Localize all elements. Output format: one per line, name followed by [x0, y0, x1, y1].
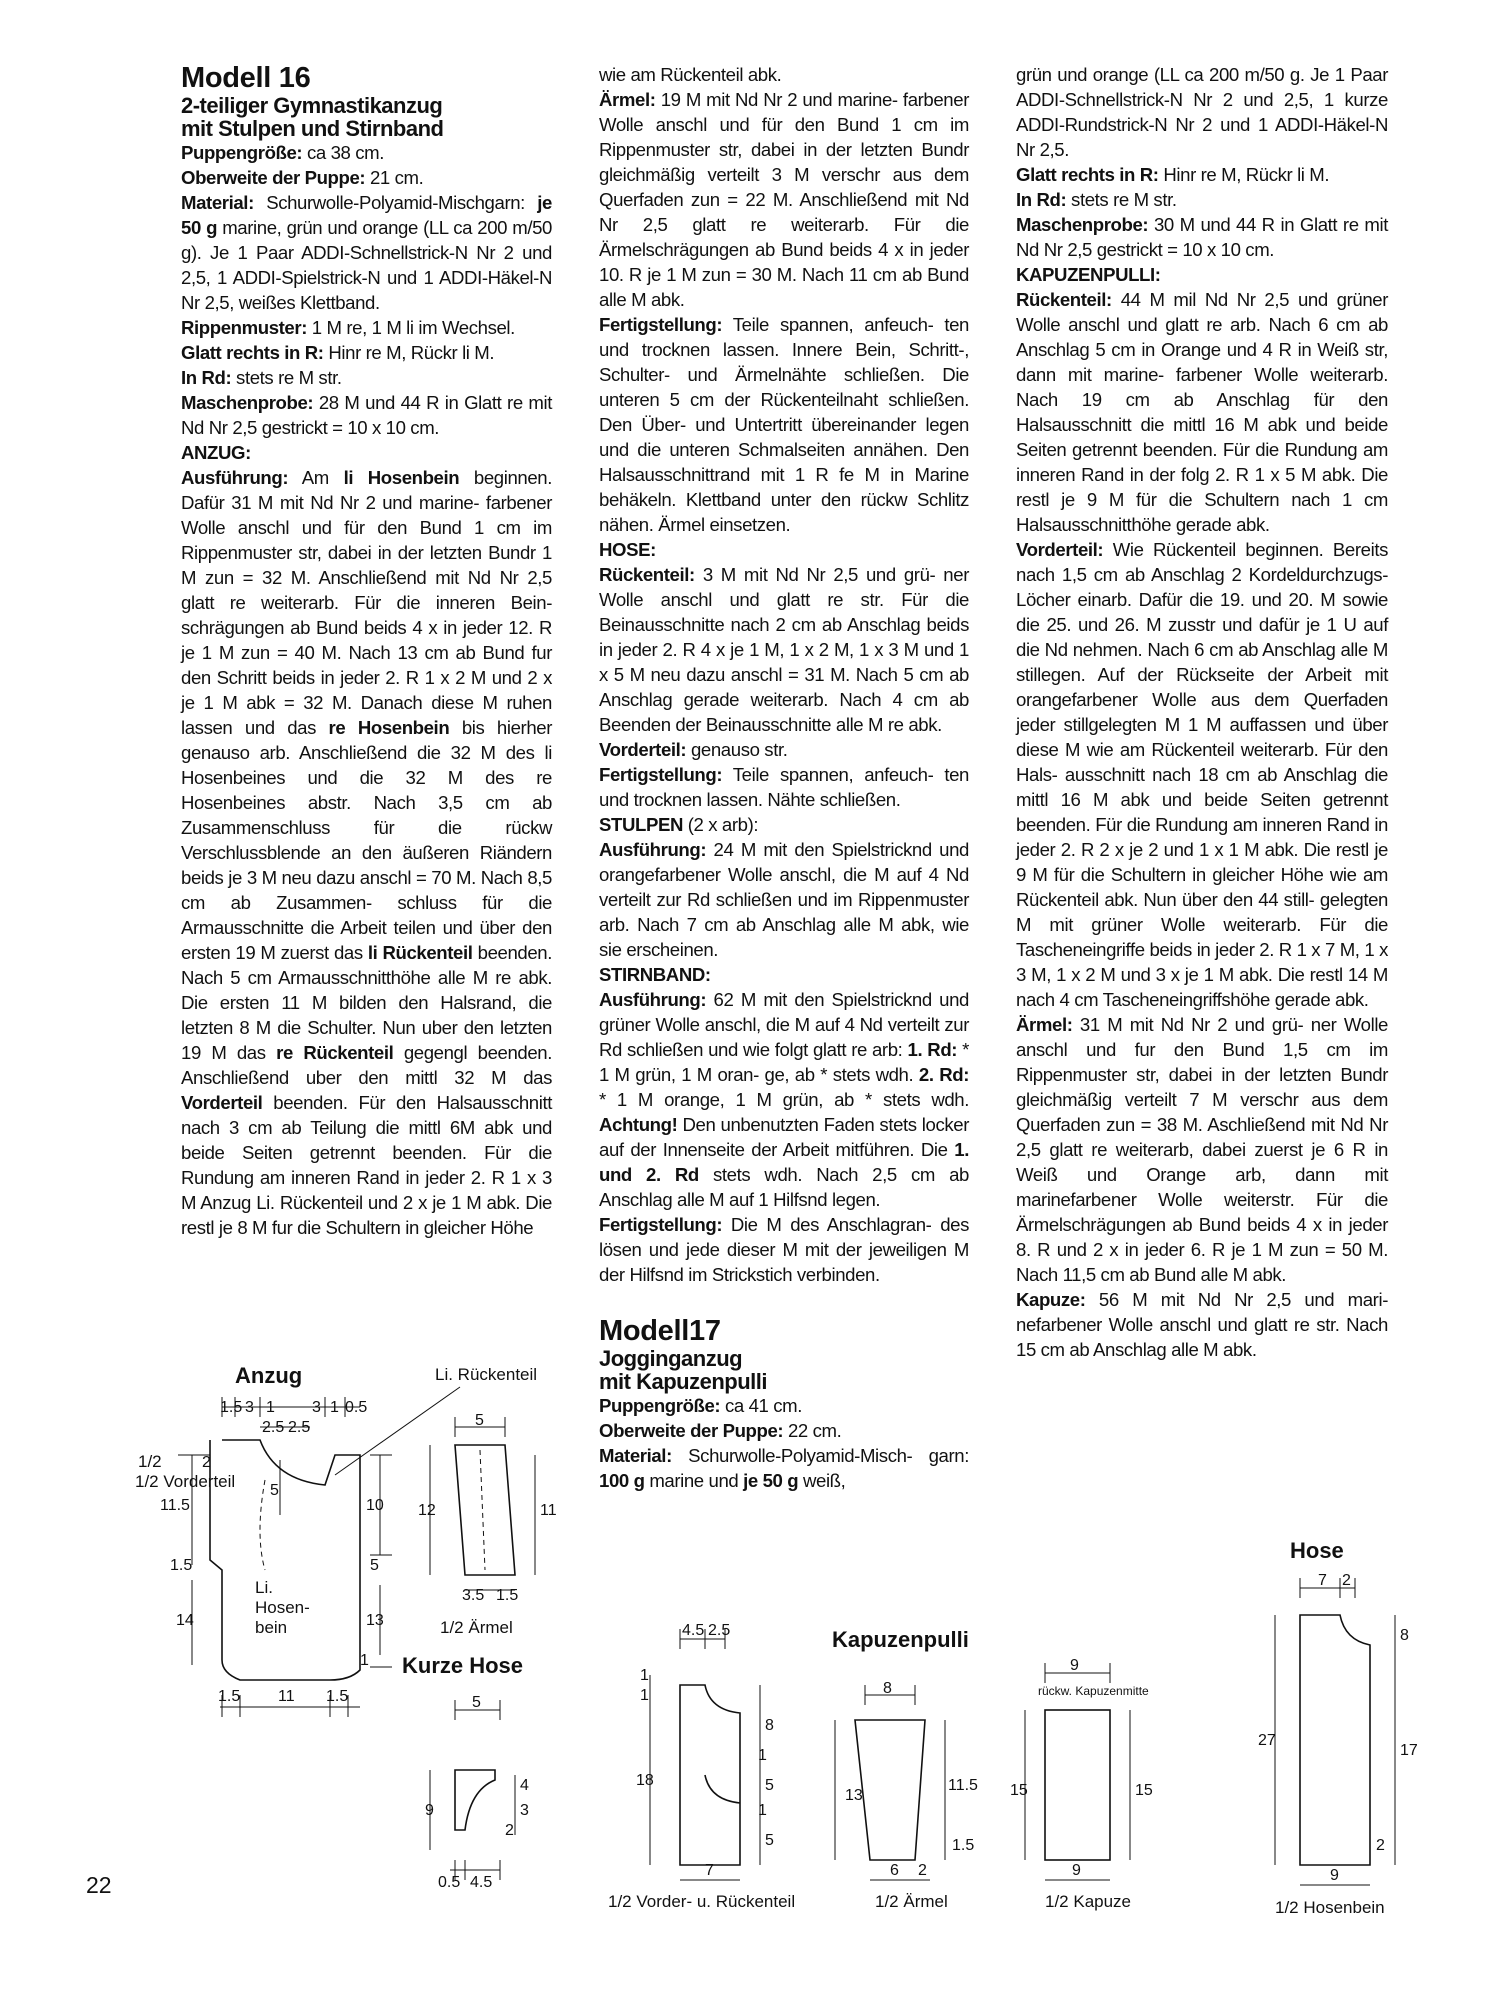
- label: Oberweite der Puppe:: [599, 1420, 784, 1441]
- dim: 4.5: [470, 1874, 493, 1891]
- dim: 1: [360, 1652, 369, 1669]
- dim: 2: [202, 1454, 211, 1471]
- stockinette: [181, 340, 552, 365]
- dim: 14: [176, 1612, 194, 1629]
- front-piece: [599, 737, 969, 762]
- back-piece-17: [1016, 287, 1388, 537]
- front-piece-17: [1016, 537, 1388, 1012]
- model-17-title: Modell17: [599, 1315, 721, 1347]
- value: 21 cm.: [365, 167, 424, 188]
- section-heading-hose: [599, 537, 969, 562]
- label: Fertigstellung:: [599, 314, 723, 335]
- label: Ärmel:: [599, 89, 656, 110]
- value: genauso str.: [686, 739, 788, 760]
- value: 28 M und 44 R in Glatt re mit Nd Nr 2,5 gestrickt = 10 x 10 cm.: [181, 392, 552, 438]
- dim: 6: [890, 1862, 899, 1879]
- label: Glatt rechts in R:: [1016, 164, 1159, 185]
- text: beginnen. Dafür 31 M mit Nd Nr 2 und marine- farbener Wolle anschl und für den Bund 1 cm im Rippenmuster str, dabei in der letzten Bundr 1 M zun = 32 M. Anschließend mit Nd Nr 2,5 glatt re weiterarb. Für die inneren Bein- schrägungen ab Bund beids 4 x in jeder 12. R je 1 M zun = 40 M. Nach 13 cm ab Bund fur den Schritt beids in jeder 2. R 1 x 2 M und 2 x je 1 M abk = 32 M. Danach diese M ruhen lassen und das: [181, 467, 552, 738]
- text: beenden. Nach 5 cm Armausschnitthöhe alle M re abk. Die ersten 11 M bilden den Halsrand, die letzten 8 M die Schulter. Nun uber den letzten 19 M das: [181, 942, 552, 1063]
- dim: 1.5: [952, 1837, 975, 1854]
- label: Maschenprobe:: [1016, 214, 1149, 235]
- heading: KAPUZENPULLI:: [1016, 264, 1161, 285]
- back-piece: [599, 562, 969, 737]
- center-line: [480, 1450, 485, 1570]
- section-heading-kapuzenpulli: [1016, 262, 1388, 287]
- column-2: [599, 62, 969, 1493]
- value: 30 M und 44 R in Glatt re mit Nd Nr 2,5 gestrickt = 10 x 10 cm.: [1016, 214, 1388, 260]
- label: Fertigstellung:: [599, 764, 723, 785]
- sleeve-16-schematic: [400, 1405, 570, 1635]
- in-rounds: [181, 365, 552, 390]
- dim: 1.5: [170, 1557, 193, 1574]
- emph: je 50 g: [743, 1470, 799, 1491]
- pulli-sleeve-outline: [855, 1720, 925, 1860]
- value: stets re M str.: [231, 367, 342, 388]
- dim: 1: [330, 1399, 339, 1416]
- dim: 10: [366, 1497, 384, 1514]
- value: 24 M mit den Spielstricknd und orangefarbener Wolle anschl, die M auf 4 Nd verteilt zur Rd schließen und im Rippenmuster arb. Nach 7 cm ab Anschlag alle M abk, wie sie erscheinen.: [599, 839, 969, 960]
- emph: Achtung!: [599, 1114, 678, 1135]
- continuation: wie am Rückenteil abk.: [599, 64, 782, 85]
- continuation-3: grün und orange (LL ca 200 m/50 g. Je 1 Paar ADDI-Schnellstrick-N Nr 2 und 2,5, 1 kurze ADDI-Rundstrick-N Nr 2 und 1 ADDI-Häkel-N Nr 2,5.: [1016, 64, 1388, 160]
- hood-17: [1016, 1287, 1388, 1362]
- value: Hinr re M, Rückr li M.: [323, 342, 495, 363]
- value: Teile spannen, anfeuch- ten und trocknen lassen. Innere Bein, Schritt-, Schulter- und Ärmelnähte schließen. Die unteren 5 cm der Rückenteilnaht schließen. Den Über- und Untertritt übereinander legen und die unteren Schmalseiten annähen. Den Halsausschnittrand mit 1 R fe M in Marine behäkeln. Klettband unter den rückw Schlitz nähen. Ärmel einsetzen.: [599, 314, 969, 535]
- dim: 5: [765, 1777, 774, 1794]
- label: Vorderteil:: [599, 739, 687, 760]
- sleeve-caption: 1/2 Ärmel: [440, 1618, 513, 1637]
- hood-outline: [1045, 1710, 1110, 1860]
- value: 3 M mit Nd Nr 2,5 und grü- ner Wolle anschl und glatt re str. Für die Beinausschnitte nach 2 cm ab Anschlag beids in jeder 2. R 4 x je 1 M, 1 x 2 M, 1 x 3 M und 1 x 5 M neu dazu anschl = 31 M. Nach 5 cm ab Anschlag gerade weiterarb. Nach 4 cm ab Beenden der Beinausschnitte alle M re abk.: [599, 564, 969, 735]
- dim: 1.5: [496, 1587, 519, 1604]
- dim: 5: [270, 1482, 279, 1499]
- label: Vorderteil:: [1016, 539, 1104, 560]
- dim: 17: [1400, 1742, 1418, 1759]
- dim: 11: [540, 1502, 557, 1519]
- execution-3: [599, 987, 969, 1212]
- dim: 1: [266, 1399, 275, 1416]
- text: weiß,: [798, 1470, 846, 1491]
- dim: 12: [418, 1502, 436, 1519]
- finishing-3: [599, 1212, 969, 1287]
- label: Puppengröße:: [599, 1395, 721, 1416]
- label: Glatt rechts in R:: [181, 342, 324, 363]
- sleeve-caption: 1/2 Ärmel: [875, 1892, 948, 1911]
- dim: 11: [278, 1688, 295, 1705]
- label: Rückenteil:: [599, 564, 695, 585]
- section-heading-stulpen: [599, 812, 969, 837]
- hood-note: rückw. Kapuzenmitte: [1038, 1684, 1149, 1698]
- section-heading-anzug: [181, 440, 552, 465]
- dim: 2.5: [262, 1419, 285, 1436]
- hose-title: Hose: [1290, 1538, 1344, 1563]
- dim: 8: [883, 1680, 892, 1697]
- dim: 2: [1342, 1572, 1351, 1589]
- label: Maschenprobe:: [181, 392, 314, 413]
- label: Material:: [599, 1445, 672, 1466]
- subtitle-line: 2-teiliger Gymnastikanzug: [181, 93, 443, 118]
- sleeve: [599, 87, 969, 312]
- dim: 9: [425, 1802, 434, 1819]
- subtitle-line: mit Stulpen und Stirnband: [181, 116, 444, 141]
- dim: 27: [1258, 1732, 1276, 1749]
- sleeve-outline: [455, 1445, 515, 1575]
- sleeve-17: [1016, 1012, 1388, 1287]
- value: stets re M str.: [1066, 189, 1177, 210]
- value: 22 cm.: [783, 1420, 842, 1441]
- dim: 11.5: [160, 1497, 190, 1514]
- text: Den unbenutzten Faden stets locker auf der Innenseite der Arbeit mitführen. Die: [599, 1114, 969, 1160]
- dim: 5: [475, 1412, 484, 1429]
- text: Schurwolle-Polyamid-Mischgarn:: [253, 192, 538, 213]
- text: bis hierher genauso arb. Anschließend die 32 M des li Hosenbeines und die 32 M des re Hosenbeines abstr. Nach 3,5 cm ab Zusammenschluss für die rückw Verschlussblende an den äußeren Riändern beids je 3 M neu dazu anschl = 70 M. Nach 8,5 cm ab Zusammen- schluss für die Armausschnitte die Arbeit teilen und über den ersten 19 M zuerst das: [181, 717, 552, 963]
- emph: re Hosenbein: [328, 717, 450, 738]
- label: Ärmel:: [1016, 1014, 1073, 1035]
- text: gegengl beenden. Anschließend uber den mittl 32 M das: [181, 1042, 553, 1088]
- seam-line: [260, 1480, 265, 1570]
- anzug-title: Anzug: [235, 1363, 303, 1388]
- text: * 1 M orange, 1 M grün, ab * stets wdh.: [599, 1089, 969, 1110]
- dim: 11.5: [948, 1777, 978, 1794]
- value: Wie Rückenteil beginnen. Bereits nach 1,5 cm ab Anschlag 2 Kordeldurchzugs-Löcher einarb. Dafür die 19. und 20. M sowie die 25. und 26. M zusstr und dafür je 1 U auf die Nd nehmen. Nach 6 cm ab Anschlag alle M stillegen. Auf der Rückseite der Arbeit mit orangefarbener Wolle aus dem Querfaden jeder stillgelegten M 1 M auffassen und über diese M wie am Rückenteil weiterarb. Für den Hals- ausschnitt nach 18 cm ab Anschlag die mittl 16 M abk und beide Seiten getrennt beenden. Für die Rundung am inneren Rand in jeder 2. R 2 x je 2 und 1 x 1 M abk. Die restl je 9 M für die Schultern in gleicher Höhe wie am Rückenteil abk. Nun über den 44 still- gelegten M mit grüner Wolle weiterarb. Für die Tascheneingriffe beids in jeder 2. R 1 x 7 M, 1 x 3 M, 1 x 2 M und 3 x je 1 M abk. Die restl 14 M nach 4 cm Tascheneingriffshöhe gerade abk.: [1016, 539, 1388, 1010]
- label: Material:: [181, 192, 254, 213]
- model-16-title: Modell 16: [181, 62, 311, 94]
- dim: 18: [636, 1772, 654, 1789]
- dim: 7: [1318, 1572, 1327, 1589]
- dim: 15: [1135, 1782, 1153, 1799]
- emph: li Hosenbein: [343, 467, 460, 488]
- dim: 9: [1330, 1867, 1339, 1884]
- trouser-outline: [1300, 1615, 1370, 1865]
- dim: 9: [1070, 1657, 1079, 1674]
- front-label: 1/2 Vorderteil: [135, 1472, 236, 1491]
- dim: 2: [918, 1862, 927, 1879]
- subtitle-line: Jogginganzug: [599, 1346, 743, 1371]
- text: beenden. Für den Halsausschnitt nach 3 cm ab Teilung die mittl 6M abk und beide Seiten getrennt beenden. Für die Rundung am inneren Rand in jeder 2. R 1 x 3 M Anzug Li. Rückenteil und 2 x je 1 M abk. Die restl je 8 M fur die Schultern in gleicher Höhe: [181, 1092, 552, 1238]
- label: Fertigstellung:: [599, 1214, 723, 1235]
- value: 56 M mit Nd Nr 2,5 und mari- nefarbener Wolle anschl und glatt re str. Nach 15 cm ab Anschlag alle M abk.: [1016, 1289, 1388, 1360]
- text: Am: [288, 467, 344, 488]
- value: Teile spannen, anfeuch- ten und trocknen lassen. Nähte schließen.: [599, 764, 969, 810]
- emph: 1. Rd:: [907, 1039, 958, 1060]
- value: 31 M mit Nd Nr 2 und grü- ner Wolle anschl und fur den Bund 1,5 cm im Rippenmuster str, dabei in der letzten Bundr gleichmäßig verteilt 7 M verschr aus dem Querfaden zun = 38 M. Aschließend mit Nd Nr 2,5 glatt re weiterarb, dabei zuerst je 6 R in Weiß und Orange arb, dann mit marinefarbener Wolle weiterstr. Für die Ärmelschrägungen ab Bund beids 4 x in jeder 8. R und 2 x in jeder 6. R je 1 M zun = 50 M. Nach 11,5 cm ab Bund alle M abk.: [1016, 1014, 1388, 1285]
- dim: 8: [1400, 1627, 1409, 1644]
- heading: ANZUG:: [181, 442, 251, 463]
- dim: 9: [1072, 1862, 1081, 1879]
- label: In Rd:: [181, 367, 232, 388]
- dim: 0.5: [438, 1874, 461, 1891]
- dim: 4.5: [682, 1622, 705, 1639]
- doll-size: [181, 140, 552, 165]
- emph: 1. und 2. Rd: [599, 1139, 969, 1185]
- column-3: [1016, 62, 1388, 1362]
- stockinette-17: [1016, 162, 1388, 187]
- text: marine, grün und orange (LL ca 200 m/50 g). Je 1 Paar ADDI-Schnellstrick-N Nr 2 und 2,5, 1 ADDI-Spielstrick-N und 1 ADDI-Häkel-N Nr 2,5, weißes Klettband.: [181, 217, 552, 313]
- rib-pattern: [181, 315, 552, 340]
- dim: 5: [472, 1694, 481, 1711]
- doll-bust-17: [599, 1418, 969, 1443]
- text: * 1 M grün, 1 M oran- ge, ab * stets wdh.: [599, 1039, 969, 1085]
- label: In Rd:: [1016, 189, 1067, 210]
- gauge: [181, 390, 552, 440]
- dim: 4: [520, 1777, 529, 1794]
- dim: 7: [705, 1862, 714, 1879]
- value: 1 M re, 1 M li im Wechsel.: [307, 317, 515, 338]
- label: Ausführung:: [599, 839, 707, 860]
- doll-size-17: [599, 1393, 969, 1418]
- kurze-hose-schematic: [400, 1645, 585, 1905]
- label: Kapuze:: [1016, 1289, 1086, 1310]
- shorts-outline: [455, 1770, 495, 1830]
- dim: 1.5: [218, 1688, 241, 1705]
- value: Die M des Anschlagran- des lösen und jede dieser M mit der jeweiligen M der Hilfsnd im Strickstich verbinden.: [599, 1214, 969, 1285]
- label: Rückenteil:: [1016, 289, 1112, 310]
- label: Rippenmuster:: [181, 317, 308, 338]
- heading: STULPEN: [599, 814, 683, 835]
- pocket-line: [705, 1775, 740, 1803]
- front-caption: 1/2 Vorder- u. Rückenteil: [608, 1892, 796, 1911]
- hood-caption: 1/2 Kapuze: [1045, 1892, 1132, 1911]
- emph: je 50 g: [181, 192, 552, 238]
- column-1: [181, 62, 552, 1240]
- material-17: [599, 1443, 969, 1493]
- gauge-17: [1016, 212, 1388, 262]
- value: ca 38 cm.: [302, 142, 384, 163]
- dim: 2.5: [708, 1622, 731, 1639]
- text: 62 M mit den Spielstricknd und grüner Wolle anschl, die M auf 4 Nd verteilt zur Rd schließen und wie folgt glatt re arb:: [599, 989, 969, 1060]
- page-number: 22: [86, 1872, 112, 1898]
- dim: 13: [366, 1612, 384, 1629]
- finishing: [599, 312, 969, 537]
- inner-label: Hosen-: [255, 1598, 310, 1617]
- dim: 3: [312, 1399, 321, 1416]
- emph: 2. Rd:: [918, 1064, 969, 1085]
- dim: 1/2: [138, 1452, 162, 1471]
- dim: 1: [640, 1687, 649, 1704]
- model-16-subtitle: [181, 94, 552, 140]
- dim: 3: [245, 1399, 254, 1416]
- heading: HOSE:: [599, 539, 656, 560]
- text: marine und: [644, 1470, 744, 1491]
- value: ca 41 cm.: [720, 1395, 802, 1416]
- dim: 15: [1010, 1782, 1028, 1799]
- kapuzenpulli-schematics: [600, 1615, 1200, 1925]
- label: Ausführung:: [181, 467, 289, 488]
- dim: 8: [765, 1717, 774, 1734]
- section-heading-stirnband: [599, 962, 969, 987]
- execution: [181, 465, 552, 1240]
- hose-schematic: [1240, 1530, 1420, 1930]
- dim: 1: [640, 1667, 649, 1684]
- pulli-body-outline: [680, 1685, 740, 1865]
- dim: 2.5: [288, 1419, 311, 1436]
- dim: 3: [520, 1802, 529, 1819]
- heading: STIRNBAND:: [599, 964, 711, 985]
- emph: re Rückenteil: [276, 1042, 394, 1063]
- text: Schurwolle-Polyamid-Misch- garn:: [671, 1445, 969, 1466]
- label: Ausführung:: [599, 989, 707, 1010]
- dim: 13: [845, 1787, 863, 1804]
- leader-label: Li. Rückenteil: [435, 1365, 538, 1384]
- dim: 0.5: [345, 1399, 368, 1416]
- dim: 1.5: [220, 1399, 243, 1416]
- value: Hinr re M, Rückr li M.: [1158, 164, 1330, 185]
- label: Oberweite der Puppe:: [181, 167, 366, 188]
- model-17-subtitle: [599, 1347, 969, 1393]
- value: 44 M mil Nd Nr 2,5 und grüner Wolle anschl und glatt re arb. Nach 6 cm ab Anschlag 5 cm in Orange und 4 R in Weiß str, dann mit marine- farbener Wolle weiterarb. Nach 19 cm ab Anschlag für den Halsausschnitt die mittl 16 M abk und beide Seiten getrennt beenden. Für die Rundung am inneren Rand in der folg 2. R 1 x 5 M abk. Die restl je 9 M für die Schultern nach 1 cm Halsausschnitthöhe gerade abk.: [1016, 289, 1388, 535]
- execution-2: [599, 837, 969, 962]
- value: 19 M mit Nd Nr 2 und marine- farbener Wolle anschl und für den Bund 1 cm im Rippenmuster str, dabei in der letzten Bundr gleichmäßig verteilt 3 M verschr aus dem Querfaden zun = 22 M. Anschließend mit Nd Nr 2,5 glatt re weiterarb. Für die Ärmelschrägungen ab Bund beids 4 x in jeder 10. R je 1 M zun = 30 M. Nach 11 cm ab Bund alle M abk.: [599, 89, 969, 310]
- kurze-hose-title: Kurze Hose: [402, 1653, 524, 1678]
- emph: Vorderteil: [181, 1092, 263, 1113]
- inner-label: bein: [255, 1618, 288, 1637]
- dim: 1.5: [326, 1688, 349, 1705]
- emph: 100 g: [599, 1470, 645, 1491]
- dim: 1: [758, 1802, 767, 1819]
- dim: 3.5: [462, 1587, 485, 1604]
- label: Puppengröße:: [181, 142, 303, 163]
- finishing-2: [599, 762, 969, 812]
- dim: 5: [765, 1832, 774, 1849]
- material: [181, 190, 552, 315]
- dim: 2: [505, 1822, 514, 1839]
- text: stets wdh. Nach 2,5 cm ab Anschlag alle M auf 1 Hilfsnd legen.: [599, 1164, 969, 1210]
- dim: 1: [758, 1747, 767, 1764]
- text: (2 x arb):: [682, 814, 759, 835]
- hose-caption: 1/2 Hosenbein: [1275, 1898, 1385, 1917]
- dim: 5: [370, 1557, 379, 1574]
- kapuzenpulli-title: Kapuzenpulli: [832, 1627, 969, 1652]
- emph: li Rückenteil: [367, 942, 473, 963]
- doll-bust: [181, 165, 552, 190]
- in-rounds-17: [1016, 187, 1388, 212]
- subtitle-line: mit Kapuzenpulli: [599, 1369, 767, 1394]
- dim: 2: [1376, 1837, 1385, 1854]
- inner-label: Li.: [255, 1578, 273, 1597]
